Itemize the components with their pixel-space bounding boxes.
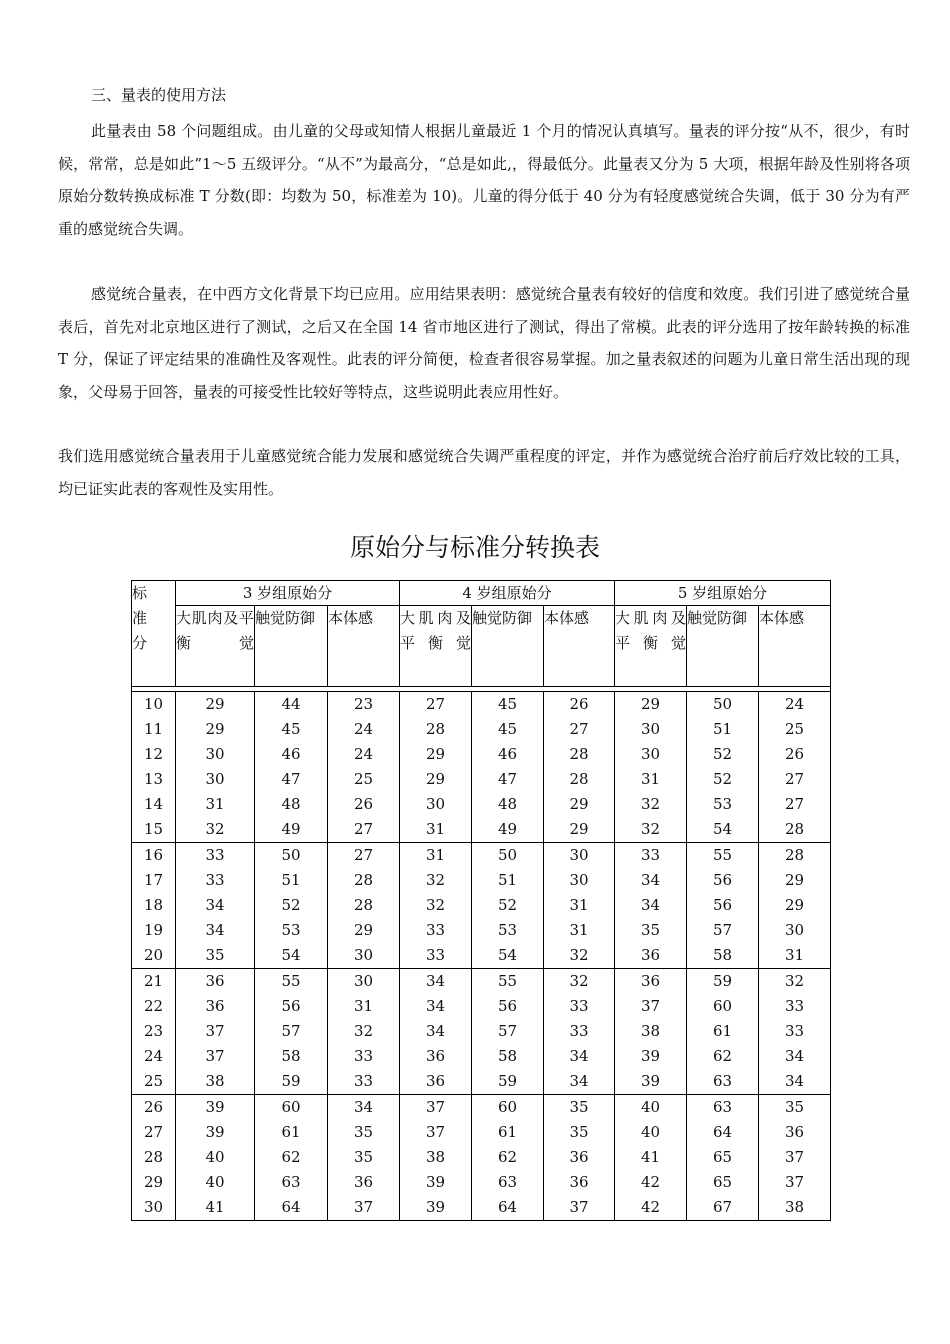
std-score-value: 28 xyxy=(143,1148,164,1166)
raw-score-column-cell xyxy=(687,969,759,1095)
raw-score-value: 30 xyxy=(640,745,661,763)
raw-score-value: 35 xyxy=(640,921,661,939)
raw-score-value: 35 xyxy=(353,1123,374,1141)
raw-score-value: 57 xyxy=(281,1022,301,1040)
raw-score-value: 28 xyxy=(353,871,374,889)
raw-score-column-cell xyxy=(615,969,687,1095)
raw-score-value: 50 xyxy=(281,846,301,864)
std-score-value: 12 xyxy=(143,745,164,763)
raw-score-value: 29 xyxy=(425,745,446,763)
raw-score-value: 33 xyxy=(425,946,446,964)
raw-score-value: 36 xyxy=(569,1173,589,1191)
raw-score-value: 39 xyxy=(640,1047,661,1065)
std-score-value: 24 xyxy=(143,1047,164,1065)
raw-score-value: 59 xyxy=(497,1072,518,1090)
raw-score-value: 60 xyxy=(497,1098,518,1116)
paragraph-3: 我们选用感觉统合量表用于儿童感觉统合能力发展和感觉统合失调严重程度的评定，并作为感觉统合治疗前后疗效比较的工具，均已证实此表的客观性及实用性。 xyxy=(58,447,910,498)
group-header-5yr: 5 岁组原始分 xyxy=(615,581,831,606)
raw-score-value: 38 xyxy=(425,1148,446,1166)
raw-score-value: 55 xyxy=(497,972,518,990)
std-header-char: 准 xyxy=(132,609,148,627)
raw-score-value: 44 xyxy=(281,695,301,713)
raw-score-column-cell xyxy=(176,843,255,969)
raw-score-value: 57 xyxy=(712,921,733,939)
raw-score-value: 31 xyxy=(784,946,805,964)
raw-score-value: 60 xyxy=(281,1098,301,1116)
std-score-value: 18 xyxy=(143,896,164,914)
raw-score-value: 33 xyxy=(569,1022,589,1040)
std-score-value: 19 xyxy=(143,921,164,939)
raw-score-value: 30 xyxy=(640,720,661,738)
raw-score-column-cell xyxy=(544,969,615,1095)
raw-score-value: 27 xyxy=(784,795,805,813)
raw-score-value: 31 xyxy=(569,921,589,939)
raw-score-value: 32 xyxy=(569,972,589,990)
raw-score-value: 64 xyxy=(281,1198,301,1216)
raw-score-value: 38 xyxy=(784,1198,805,1216)
raw-score-value: 30 xyxy=(353,972,374,990)
raw-score-column-cell xyxy=(615,843,687,969)
raw-score-value: 52 xyxy=(712,745,733,763)
raw-score-value: 29 xyxy=(569,820,589,838)
raw-score-value: 29 xyxy=(784,896,805,914)
raw-score-value: 25 xyxy=(784,720,805,738)
raw-score-value: 37 xyxy=(353,1198,374,1216)
raw-score-column-cell xyxy=(759,692,831,843)
subheader-proprioception: 本体感 xyxy=(328,606,400,687)
raw-score-column-cell xyxy=(472,692,544,843)
std-score-value: 10 xyxy=(143,695,164,713)
raw-score-column-cell xyxy=(615,1095,687,1221)
raw-score-value: 39 xyxy=(640,1072,661,1090)
std-score-value: 15 xyxy=(143,820,164,838)
raw-score-value: 35 xyxy=(784,1098,805,1116)
raw-score-value: 27 xyxy=(353,820,374,838)
raw-score-value: 46 xyxy=(281,745,301,763)
std-score-value: 20 xyxy=(143,946,164,964)
raw-score-value: 34 xyxy=(425,1022,446,1040)
raw-score-value: 37 xyxy=(425,1123,446,1141)
raw-score-value: 33 xyxy=(569,997,589,1015)
raw-score-value: 23 xyxy=(353,695,374,713)
raw-score-value: 28 xyxy=(353,896,374,914)
raw-score-column-cell xyxy=(328,692,400,843)
raw-score-value: 39 xyxy=(205,1098,225,1116)
std-score-value: 30 xyxy=(143,1198,164,1216)
std-score-value: 21 xyxy=(143,972,164,990)
raw-score-value: 57 xyxy=(497,1022,518,1040)
raw-score-value: 36 xyxy=(425,1072,446,1090)
raw-score-value: 36 xyxy=(353,1173,374,1191)
raw-score-value: 29 xyxy=(205,695,225,713)
raw-score-value: 53 xyxy=(712,795,733,813)
raw-score-value: 50 xyxy=(497,846,518,864)
raw-score-value: 61 xyxy=(281,1123,301,1141)
raw-score-value: 27 xyxy=(784,770,805,788)
raw-score-value: 55 xyxy=(281,972,301,990)
raw-score-value: 36 xyxy=(640,972,661,990)
raw-score-value: 34 xyxy=(353,1098,374,1116)
paragraph-2: 感觉统合量表，在中西方文化背景下均已应用。应用结果表明：感觉统合量表有较好的信度和效度。我们引进了感觉统合量表后，首先对北京地区进行了测试，之后又在全国 14 省市地区进行了测试，得出了常模。此表的评分选用了按年龄转换的标准 T 分，保证了评定结果的准确性及客观性。此表的评分简便，检查者很容易掌握。加之量表叙述的问题为儿童日常生活出现的现象，父母易于回答，量表的可接受性比较好等特点，这些说明此表应用性好。 xyxy=(58,285,910,401)
raw-score-value: 33 xyxy=(784,997,805,1015)
raw-score-column-cell xyxy=(255,843,328,969)
std-score-value: 27 xyxy=(143,1123,164,1141)
raw-score-value: 30 xyxy=(425,795,446,813)
raw-score-value: 24 xyxy=(353,720,374,738)
raw-score-value: 33 xyxy=(205,846,225,864)
raw-score-column-cell xyxy=(759,969,831,1095)
group-header-4yr: 4 岁组原始分 xyxy=(400,581,615,606)
raw-score-value: 41 xyxy=(205,1198,225,1216)
raw-score-value: 63 xyxy=(712,1098,733,1116)
raw-score-value: 51 xyxy=(497,871,518,889)
raw-score-column-cell xyxy=(544,1095,615,1221)
subheader-gross-motor: 大肌肉及平衡觉 xyxy=(400,606,472,687)
raw-score-value: 46 xyxy=(497,745,518,763)
raw-score-value: 27 xyxy=(353,846,374,864)
raw-score-value: 35 xyxy=(205,946,225,964)
raw-score-value: 32 xyxy=(353,1022,374,1040)
std-score-value: 17 xyxy=(143,871,164,889)
raw-score-value: 31 xyxy=(425,820,446,838)
raw-score-value: 34 xyxy=(569,1072,589,1090)
raw-score-value: 32 xyxy=(425,871,446,889)
raw-score-value: 31 xyxy=(425,846,446,864)
std-score-value: 11 xyxy=(143,720,164,738)
raw-score-value: 31 xyxy=(640,770,661,788)
raw-score-value: 37 xyxy=(784,1173,805,1191)
raw-score-value: 55 xyxy=(712,846,733,864)
table-block-3 xyxy=(132,969,831,1095)
raw-score-value: 52 xyxy=(497,896,518,914)
std-score-value: 23 xyxy=(143,1022,164,1040)
subheader-gross-motor: 大肌肉及平衡觉 xyxy=(615,606,687,687)
raw-score-value: 40 xyxy=(205,1148,225,1166)
raw-score-column-cell xyxy=(328,843,400,969)
raw-score-value: 34 xyxy=(640,871,661,889)
raw-score-value: 63 xyxy=(712,1072,733,1090)
raw-score-value: 52 xyxy=(712,770,733,788)
raw-score-value: 37 xyxy=(784,1148,805,1166)
raw-score-value: 30 xyxy=(569,871,589,889)
raw-score-column-cell xyxy=(615,692,687,843)
raw-score-value: 30 xyxy=(353,946,374,964)
raw-score-value: 37 xyxy=(569,1198,589,1216)
std-score-value: 26 xyxy=(143,1098,164,1116)
raw-score-value: 59 xyxy=(281,1072,301,1090)
raw-score-value: 33 xyxy=(784,1022,805,1040)
std-score-value: 16 xyxy=(143,846,164,864)
raw-score-value: 62 xyxy=(497,1148,518,1166)
raw-score-value: 37 xyxy=(425,1098,446,1116)
raw-score-value: 34 xyxy=(784,1047,805,1065)
subheader-tactile: 触觉防御 xyxy=(472,606,544,687)
raw-score-value: 58 xyxy=(497,1047,518,1065)
raw-score-value: 49 xyxy=(497,820,518,838)
subheader-proprioception: 本体感 xyxy=(759,606,831,687)
raw-score-value: 28 xyxy=(569,745,589,763)
paragraph-1: 此量表由 58 个问题组成。由儿童的父母或知情人根据儿童最近 1 个月的情况认真填写。量表的评分按“从不，很少，有时候，常常，总是如此”1～5 五级评分。“从不”为最高分，“总是如此,，得最低分。此量表又分为 5 大项，根据年龄及性别将各项原始分数转换成标准 T 分数(即：均数为 50，标准差为 10)。儿童的得分低于 40 分为有轻度感觉统合失调，低于 30 分为有严重的感觉统合失调。 xyxy=(58,122,910,238)
raw-score-value: 40 xyxy=(640,1123,661,1141)
section-heading: 三、量表的使用方法 xyxy=(91,86,227,104)
raw-score-value: 53 xyxy=(281,921,301,939)
raw-score-value: 35 xyxy=(353,1148,374,1166)
raw-score-value: 31 xyxy=(569,896,589,914)
raw-score-value: 33 xyxy=(640,846,661,864)
raw-score-value: 37 xyxy=(640,997,661,1015)
raw-score-value: 62 xyxy=(712,1047,733,1065)
raw-score-value: 38 xyxy=(640,1022,661,1040)
raw-score-value: 39 xyxy=(425,1173,446,1191)
raw-score-value: 29 xyxy=(425,770,446,788)
raw-score-value: 31 xyxy=(205,795,225,813)
raw-score-value: 60 xyxy=(712,997,733,1015)
std-score-value: 22 xyxy=(143,997,164,1015)
raw-score-value: 29 xyxy=(205,720,225,738)
raw-score-value: 31 xyxy=(353,997,374,1015)
raw-score-column-cell xyxy=(255,969,328,1095)
raw-score-value: 34 xyxy=(205,896,225,914)
raw-score-value: 58 xyxy=(281,1047,301,1065)
raw-score-value: 26 xyxy=(784,745,805,763)
raw-score-value: 38 xyxy=(205,1072,225,1090)
raw-score-value: 48 xyxy=(281,795,301,813)
raw-score-value: 32 xyxy=(205,820,225,838)
raw-score-value: 34 xyxy=(640,896,661,914)
raw-score-column-cell xyxy=(759,843,831,969)
table-block-2 xyxy=(132,843,831,969)
subheader-tactile: 触觉防御 xyxy=(687,606,759,687)
raw-score-value: 36 xyxy=(569,1148,589,1166)
raw-score-column-cell xyxy=(687,692,759,843)
raw-score-value: 34 xyxy=(425,997,446,1015)
raw-score-value: 65 xyxy=(712,1148,733,1166)
raw-score-value: 32 xyxy=(640,795,661,813)
raw-score-column-cell xyxy=(544,843,615,969)
raw-score-value: 36 xyxy=(425,1047,446,1065)
raw-score-column-cell xyxy=(400,1095,472,1221)
raw-score-value: 56 xyxy=(712,896,733,914)
std-score-value: 29 xyxy=(143,1173,164,1191)
raw-score-value: 29 xyxy=(569,795,589,813)
raw-score-value: 26 xyxy=(569,695,589,713)
raw-score-value: 61 xyxy=(712,1022,733,1040)
raw-score-value: 58 xyxy=(712,946,733,964)
table-block-4 xyxy=(132,1095,831,1221)
raw-score-value: 64 xyxy=(497,1198,518,1216)
raw-score-value: 34 xyxy=(205,921,225,939)
group-header-row xyxy=(132,581,831,606)
raw-score-value: 48 xyxy=(497,795,518,813)
raw-score-value: 32 xyxy=(425,896,446,914)
raw-score-column-cell xyxy=(687,843,759,969)
std-score-value: 25 xyxy=(143,1072,164,1090)
raw-score-value: 53 xyxy=(497,921,518,939)
raw-score-value: 25 xyxy=(353,770,374,788)
raw-score-value: 29 xyxy=(640,695,661,713)
raw-score-value: 30 xyxy=(569,846,589,864)
raw-score-value: 42 xyxy=(640,1198,661,1216)
raw-score-column-cell xyxy=(400,969,472,1095)
raw-score-value: 45 xyxy=(497,720,518,738)
raw-score-value: 36 xyxy=(205,972,225,990)
table-title: 原始分与标准分转换表 xyxy=(349,533,600,562)
std-score-value: 13 xyxy=(143,770,164,788)
raw-score-value: 56 xyxy=(712,871,733,889)
raw-score-value: 35 xyxy=(569,1123,589,1141)
raw-score-value: 34 xyxy=(784,1072,805,1090)
raw-score-value: 45 xyxy=(281,720,301,738)
raw-score-value: 64 xyxy=(712,1123,733,1141)
raw-score-value: 63 xyxy=(281,1173,301,1191)
raw-score-value: 30 xyxy=(205,770,225,788)
raw-score-value: 29 xyxy=(353,921,374,939)
subheader-row xyxy=(132,606,831,687)
subheader-tactile: 触觉防御 xyxy=(255,606,328,687)
group-header-3yr: 3 岁组原始分 xyxy=(176,581,400,606)
raw-score-value: 33 xyxy=(205,871,225,889)
raw-score-value: 29 xyxy=(784,871,805,889)
conversion-table xyxy=(131,580,831,1221)
raw-score-value: 54 xyxy=(281,946,301,964)
raw-score-value: 34 xyxy=(425,972,446,990)
std-score-column-cell xyxy=(132,1095,176,1221)
raw-score-column-cell xyxy=(400,843,472,969)
raw-score-column-cell xyxy=(472,843,544,969)
raw-score-value: 30 xyxy=(784,921,805,939)
raw-score-value: 24 xyxy=(784,695,805,713)
std-score-column-cell xyxy=(132,843,176,969)
raw-score-value: 24 xyxy=(353,745,374,763)
raw-score-column-cell xyxy=(176,692,255,843)
raw-score-value: 27 xyxy=(569,720,589,738)
raw-score-value: 50 xyxy=(712,695,733,713)
raw-score-column-cell xyxy=(472,969,544,1095)
raw-score-value: 42 xyxy=(640,1173,661,1191)
std-header-char: 标 xyxy=(132,584,148,602)
raw-score-value: 39 xyxy=(425,1198,446,1216)
raw-score-value: 40 xyxy=(640,1098,661,1116)
raw-score-value: 54 xyxy=(712,820,733,838)
raw-score-value: 35 xyxy=(569,1098,589,1116)
std-score-value: 14 xyxy=(143,795,164,813)
raw-score-value: 40 xyxy=(205,1173,225,1191)
raw-score-value: 59 xyxy=(712,972,733,990)
raw-score-value: 36 xyxy=(784,1123,805,1141)
raw-score-column-cell xyxy=(176,1095,255,1221)
subheader-proprioception: 本体感 xyxy=(544,606,615,687)
raw-score-column-cell xyxy=(328,969,400,1095)
raw-score-value: 37 xyxy=(205,1022,225,1040)
raw-score-value: 65 xyxy=(712,1173,733,1191)
raw-score-column-cell xyxy=(400,692,472,843)
raw-score-value: 41 xyxy=(640,1148,661,1166)
raw-score-value: 45 xyxy=(497,695,518,713)
raw-score-value: 33 xyxy=(353,1047,374,1065)
raw-score-value: 47 xyxy=(497,770,518,788)
raw-score-value: 32 xyxy=(640,820,661,838)
raw-score-value: 63 xyxy=(497,1173,518,1191)
raw-score-value: 61 xyxy=(497,1123,518,1141)
raw-score-value: 33 xyxy=(425,921,446,939)
raw-score-value: 33 xyxy=(353,1072,374,1090)
std-score-column-cell xyxy=(132,692,176,843)
raw-score-value: 32 xyxy=(784,972,805,990)
raw-score-value: 39 xyxy=(205,1123,225,1141)
raw-score-value: 51 xyxy=(281,871,301,889)
raw-score-value: 51 xyxy=(712,720,733,738)
raw-score-value: 56 xyxy=(281,997,301,1015)
subheader-gross-motor: 大肌肉及平衡觉 xyxy=(176,606,255,687)
raw-score-column-cell xyxy=(255,692,328,843)
raw-score-value: 47 xyxy=(281,770,301,788)
raw-score-value: 30 xyxy=(205,745,225,763)
raw-score-column-cell xyxy=(759,1095,831,1221)
std-score-header xyxy=(132,581,176,687)
raw-score-column-cell xyxy=(687,1095,759,1221)
raw-score-value: 28 xyxy=(425,720,446,738)
raw-score-value: 32 xyxy=(569,946,589,964)
raw-score-value: 26 xyxy=(353,795,374,813)
raw-score-value: 56 xyxy=(497,997,518,1015)
raw-score-value: 62 xyxy=(281,1148,301,1166)
raw-score-value: 37 xyxy=(205,1047,225,1065)
raw-score-value: 67 xyxy=(712,1198,733,1216)
raw-score-value: 28 xyxy=(784,820,805,838)
raw-score-value: 36 xyxy=(640,946,661,964)
raw-score-value: 27 xyxy=(425,695,446,713)
std-score-column-cell xyxy=(132,969,176,1095)
raw-score-column-cell xyxy=(472,1095,544,1221)
raw-score-value: 28 xyxy=(784,846,805,864)
raw-score-value: 34 xyxy=(569,1047,589,1065)
table-block-1 xyxy=(132,692,831,843)
raw-score-value: 54 xyxy=(497,946,518,964)
raw-score-value: 28 xyxy=(569,770,589,788)
raw-score-column-cell xyxy=(544,692,615,843)
raw-score-value: 49 xyxy=(281,820,301,838)
raw-score-column-cell xyxy=(255,1095,328,1221)
raw-score-value: 36 xyxy=(205,997,225,1015)
raw-score-value: 52 xyxy=(281,896,301,914)
std-header-char: 分 xyxy=(132,634,148,652)
raw-score-column-cell xyxy=(328,1095,400,1221)
raw-score-column-cell xyxy=(176,969,255,1095)
